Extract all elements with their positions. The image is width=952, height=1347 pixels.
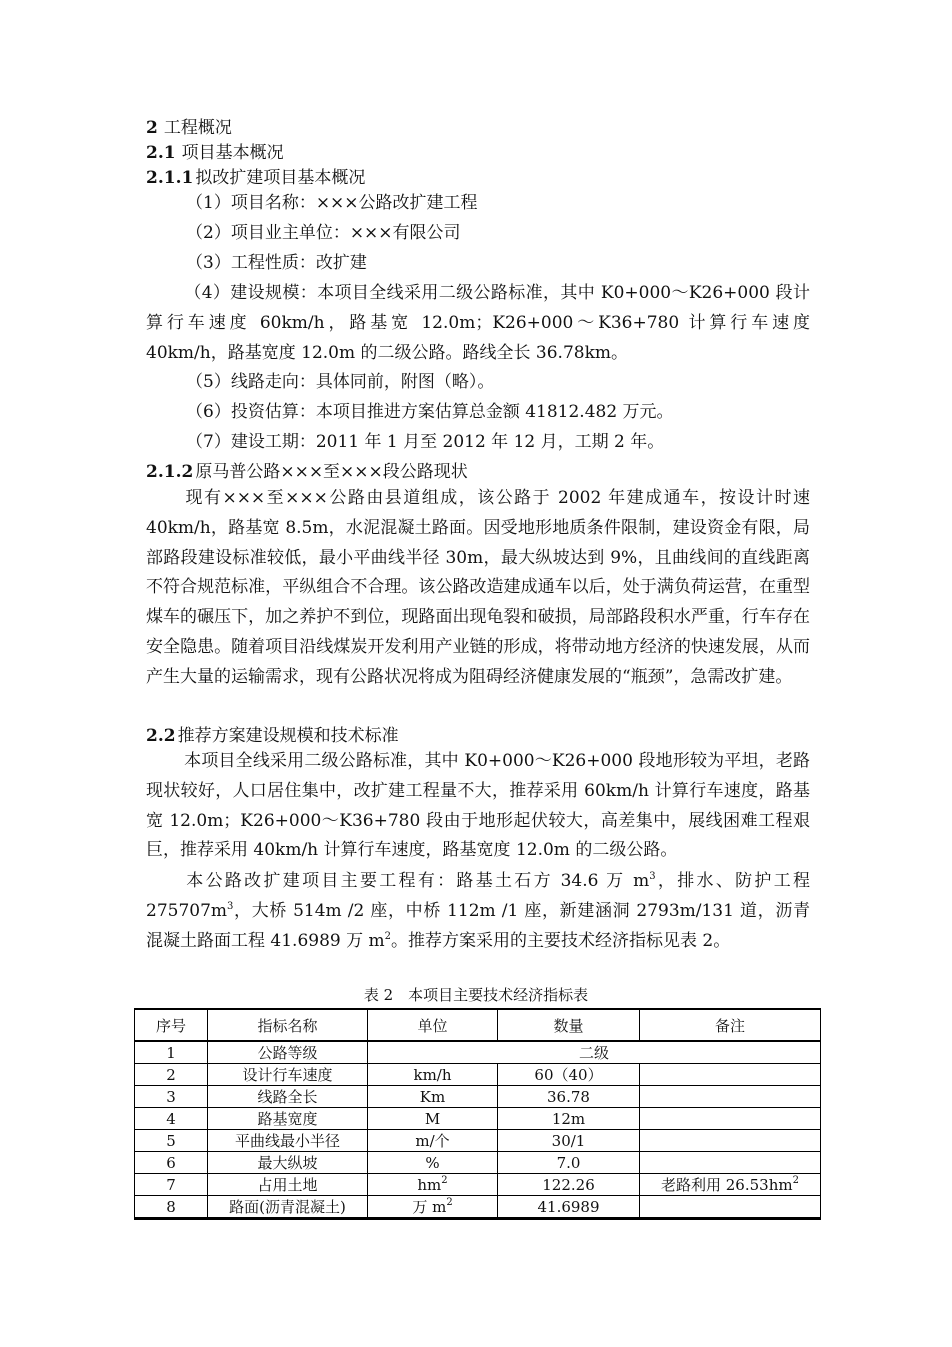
paragraph-text: ，大桥 514m /2 座，中桥 112m /1 座，新建涵洞 2793m/131 道，沥青混凝土路面工程 41.6989 万 m xyxy=(146,900,810,951)
paragraph-standard xyxy=(146,747,810,866)
cell-qty: 7.0 xyxy=(498,1152,640,1174)
cell-note xyxy=(640,1086,821,1108)
cell-unit xyxy=(368,1196,498,1219)
superscript: 2 xyxy=(446,1197,453,1208)
column-header: 序号 xyxy=(135,1009,208,1041)
cell-no: 5 xyxy=(135,1130,208,1152)
table-caption: 表 2 本项目主要技术经济指标表 xyxy=(363,986,589,1004)
paragraph-text: 本公路改扩建项目主要工程有：路基土石方 34.6 万 m xyxy=(184,871,650,891)
cell-no: 6 xyxy=(135,1152,208,1174)
cell-name: 最大纵坡 xyxy=(208,1152,368,1174)
heading-number: 2 xyxy=(146,118,158,138)
heading-2-1 xyxy=(146,141,284,165)
cell-name: 路基宽度 xyxy=(208,1108,368,1130)
table-row xyxy=(135,1174,821,1196)
heading-text: 原马普公路×××至×××段公路现状 xyxy=(195,462,468,482)
paragraph-text: 。推荐方案采用的主要技术经济指标见表 2。 xyxy=(391,930,731,951)
cell-qty: 30/1 xyxy=(498,1130,640,1152)
cell-name: 占用土地 xyxy=(208,1174,368,1196)
cell-note xyxy=(640,1130,821,1152)
paragraph-current-status xyxy=(146,484,810,693)
superscript: 2 xyxy=(384,930,392,942)
heading-number: 2.1.1 xyxy=(146,168,194,188)
heading-2 xyxy=(146,116,232,140)
unit-text: hm xyxy=(417,1175,442,1194)
cell-note xyxy=(640,1196,821,1219)
cell-note xyxy=(640,1064,821,1086)
indicator-table xyxy=(134,1008,821,1220)
note-text: 老路利用 26.53hm xyxy=(661,1176,793,1194)
cell-qty: 12m xyxy=(498,1108,640,1130)
cell-unit: Km xyxy=(368,1086,498,1108)
superscript: 3 xyxy=(649,871,656,882)
cell-qty: 二级 xyxy=(368,1041,821,1064)
column-header: 指标名称 xyxy=(208,1009,368,1041)
cell-name: 设计行车速度 xyxy=(208,1064,368,1086)
cell-note xyxy=(640,1108,821,1130)
cell-no: 1 xyxy=(135,1041,208,1064)
cell-no: 8 xyxy=(135,1196,208,1219)
heading-number: 2.1.2 xyxy=(146,462,194,482)
table-row xyxy=(135,1064,821,1086)
cell-unit: % xyxy=(368,1152,498,1174)
unit-text: 万 m xyxy=(412,1198,447,1216)
paragraph-main-works xyxy=(146,867,810,956)
heading-number: 2.1 xyxy=(146,143,176,163)
cell-qty: 122.26 xyxy=(498,1174,640,1196)
cell-note xyxy=(640,1152,821,1174)
list-item-owner: （2）项目业主单位：×××有限公司 xyxy=(186,223,461,243)
superscript: 3 xyxy=(227,900,234,912)
superscript: 2 xyxy=(792,1175,799,1186)
column-header: 数量 xyxy=(498,1009,640,1041)
cell-qty: 36.78 xyxy=(498,1086,640,1108)
paragraph-text: 现有×××至×××公路由县道组成，该公路于 2002 年建成通车，按设计时速 40km/h，路基宽 8.5m，水泥混凝土路面。因受地形地质条件限制，建设资金有限，局部路段建设标准较低，最小平曲线半径 30m，最大纵坡达到 9%，且曲线间的直线距离不符合规范标准，平纵组合不合理。该公路改造建成通车以后，处于满负荷运营，在重型煤车的碾压下，加之养护不到位，现路面出现龟裂和破损，局部路段积水严重，行车存在安全隐患。随着项目沿线煤炭开发利用产业链的形成，将带动地方经济的快速发展，从而产生大量的运输需求，现有公路状况将成为阻碍经济健康发展的“瓶颈”，急需改扩建。 xyxy=(146,488,810,687)
list-item-route: （5）线路走向：具体同前，附图（略）。 xyxy=(186,372,495,392)
cell-no: 4 xyxy=(135,1108,208,1130)
table-header-row xyxy=(135,1009,821,1041)
cell-no: 2 xyxy=(135,1064,208,1086)
cell-unit: km/h xyxy=(368,1064,498,1086)
heading-text: 拟改扩建项目基本概况 xyxy=(195,168,366,188)
cell-name: 路面(沥青混凝土) xyxy=(208,1196,368,1219)
heading-number: 2.2 xyxy=(146,726,176,746)
table-row xyxy=(135,1196,821,1219)
cell-no: 3 xyxy=(135,1086,208,1108)
heading-text: 项目基本概况 xyxy=(181,143,284,163)
cell-name: 平曲线最小半径 xyxy=(208,1130,368,1152)
paragraph-text: （4）建设规模：本项目全线采用二级公路标准，其中 K0+000～K26+000 段计算行车速度 60km/h，路基宽 12.0m；K26+000～K36+780 计算行车速度 40km/h，路基宽度 12.0m 的二级公路。路线全长 36.78km。 xyxy=(146,283,810,363)
cell-unit xyxy=(368,1174,498,1196)
cell-no: 7 xyxy=(135,1174,208,1196)
heading-text: 工程概况 xyxy=(163,118,232,138)
table-row xyxy=(135,1152,821,1174)
paragraph-scale xyxy=(146,279,810,368)
cell-qty: 41.6989 xyxy=(498,1196,640,1219)
list-item-nature: （3）工程性质：改扩建 xyxy=(186,253,367,273)
table-row xyxy=(135,1108,821,1130)
table-row xyxy=(135,1041,821,1064)
cell-note xyxy=(640,1174,821,1196)
list-item-investment: （6）投资估算：本项目推进方案估算总金额 41812.482 万元。 xyxy=(186,402,674,422)
cell-name: 公路等级 xyxy=(208,1041,368,1064)
heading-text: 推荐方案建设规模和技术标准 xyxy=(177,726,399,746)
cell-name: 线路全长 xyxy=(208,1086,368,1108)
list-item-project-name: （1）项目名称：×××公路改扩建工程 xyxy=(186,193,478,213)
paragraph-text: 本项目全线采用二级公路标准，其中 K0+000～K26+000 段地形较为平坦，老路现状较好，人口居住集中，改扩建工程量不大，推荐采用 60km/h 计算行车速度，路基宽 12.0m；K26+000～K36+780 段由于地形起伏较大，高差集中，展线困难工程艰巨，推荐采用 40km/h 计算行车速度，路基宽度 12.0m 的二级公路。 xyxy=(146,751,810,861)
cell-unit: M xyxy=(368,1108,498,1130)
cell-unit: m/个 xyxy=(368,1130,498,1152)
table-row xyxy=(135,1130,821,1152)
heading-2-1-2 xyxy=(146,460,468,484)
paragraph-text: ，排水、防护工程 275707m xyxy=(146,871,810,921)
superscript: 2 xyxy=(441,1174,448,1186)
column-header: 单位 xyxy=(368,1009,498,1041)
list-item-schedule: （7）建设工期：2011 年 1 月至 2012 年 12 月，工期 2 年。 xyxy=(186,432,665,452)
column-header: 备注 xyxy=(640,1009,821,1041)
heading-2-1-1 xyxy=(146,166,365,190)
heading-2-2 xyxy=(146,724,399,748)
cell-qty: 60（40） xyxy=(498,1064,640,1086)
table-row xyxy=(135,1086,821,1108)
